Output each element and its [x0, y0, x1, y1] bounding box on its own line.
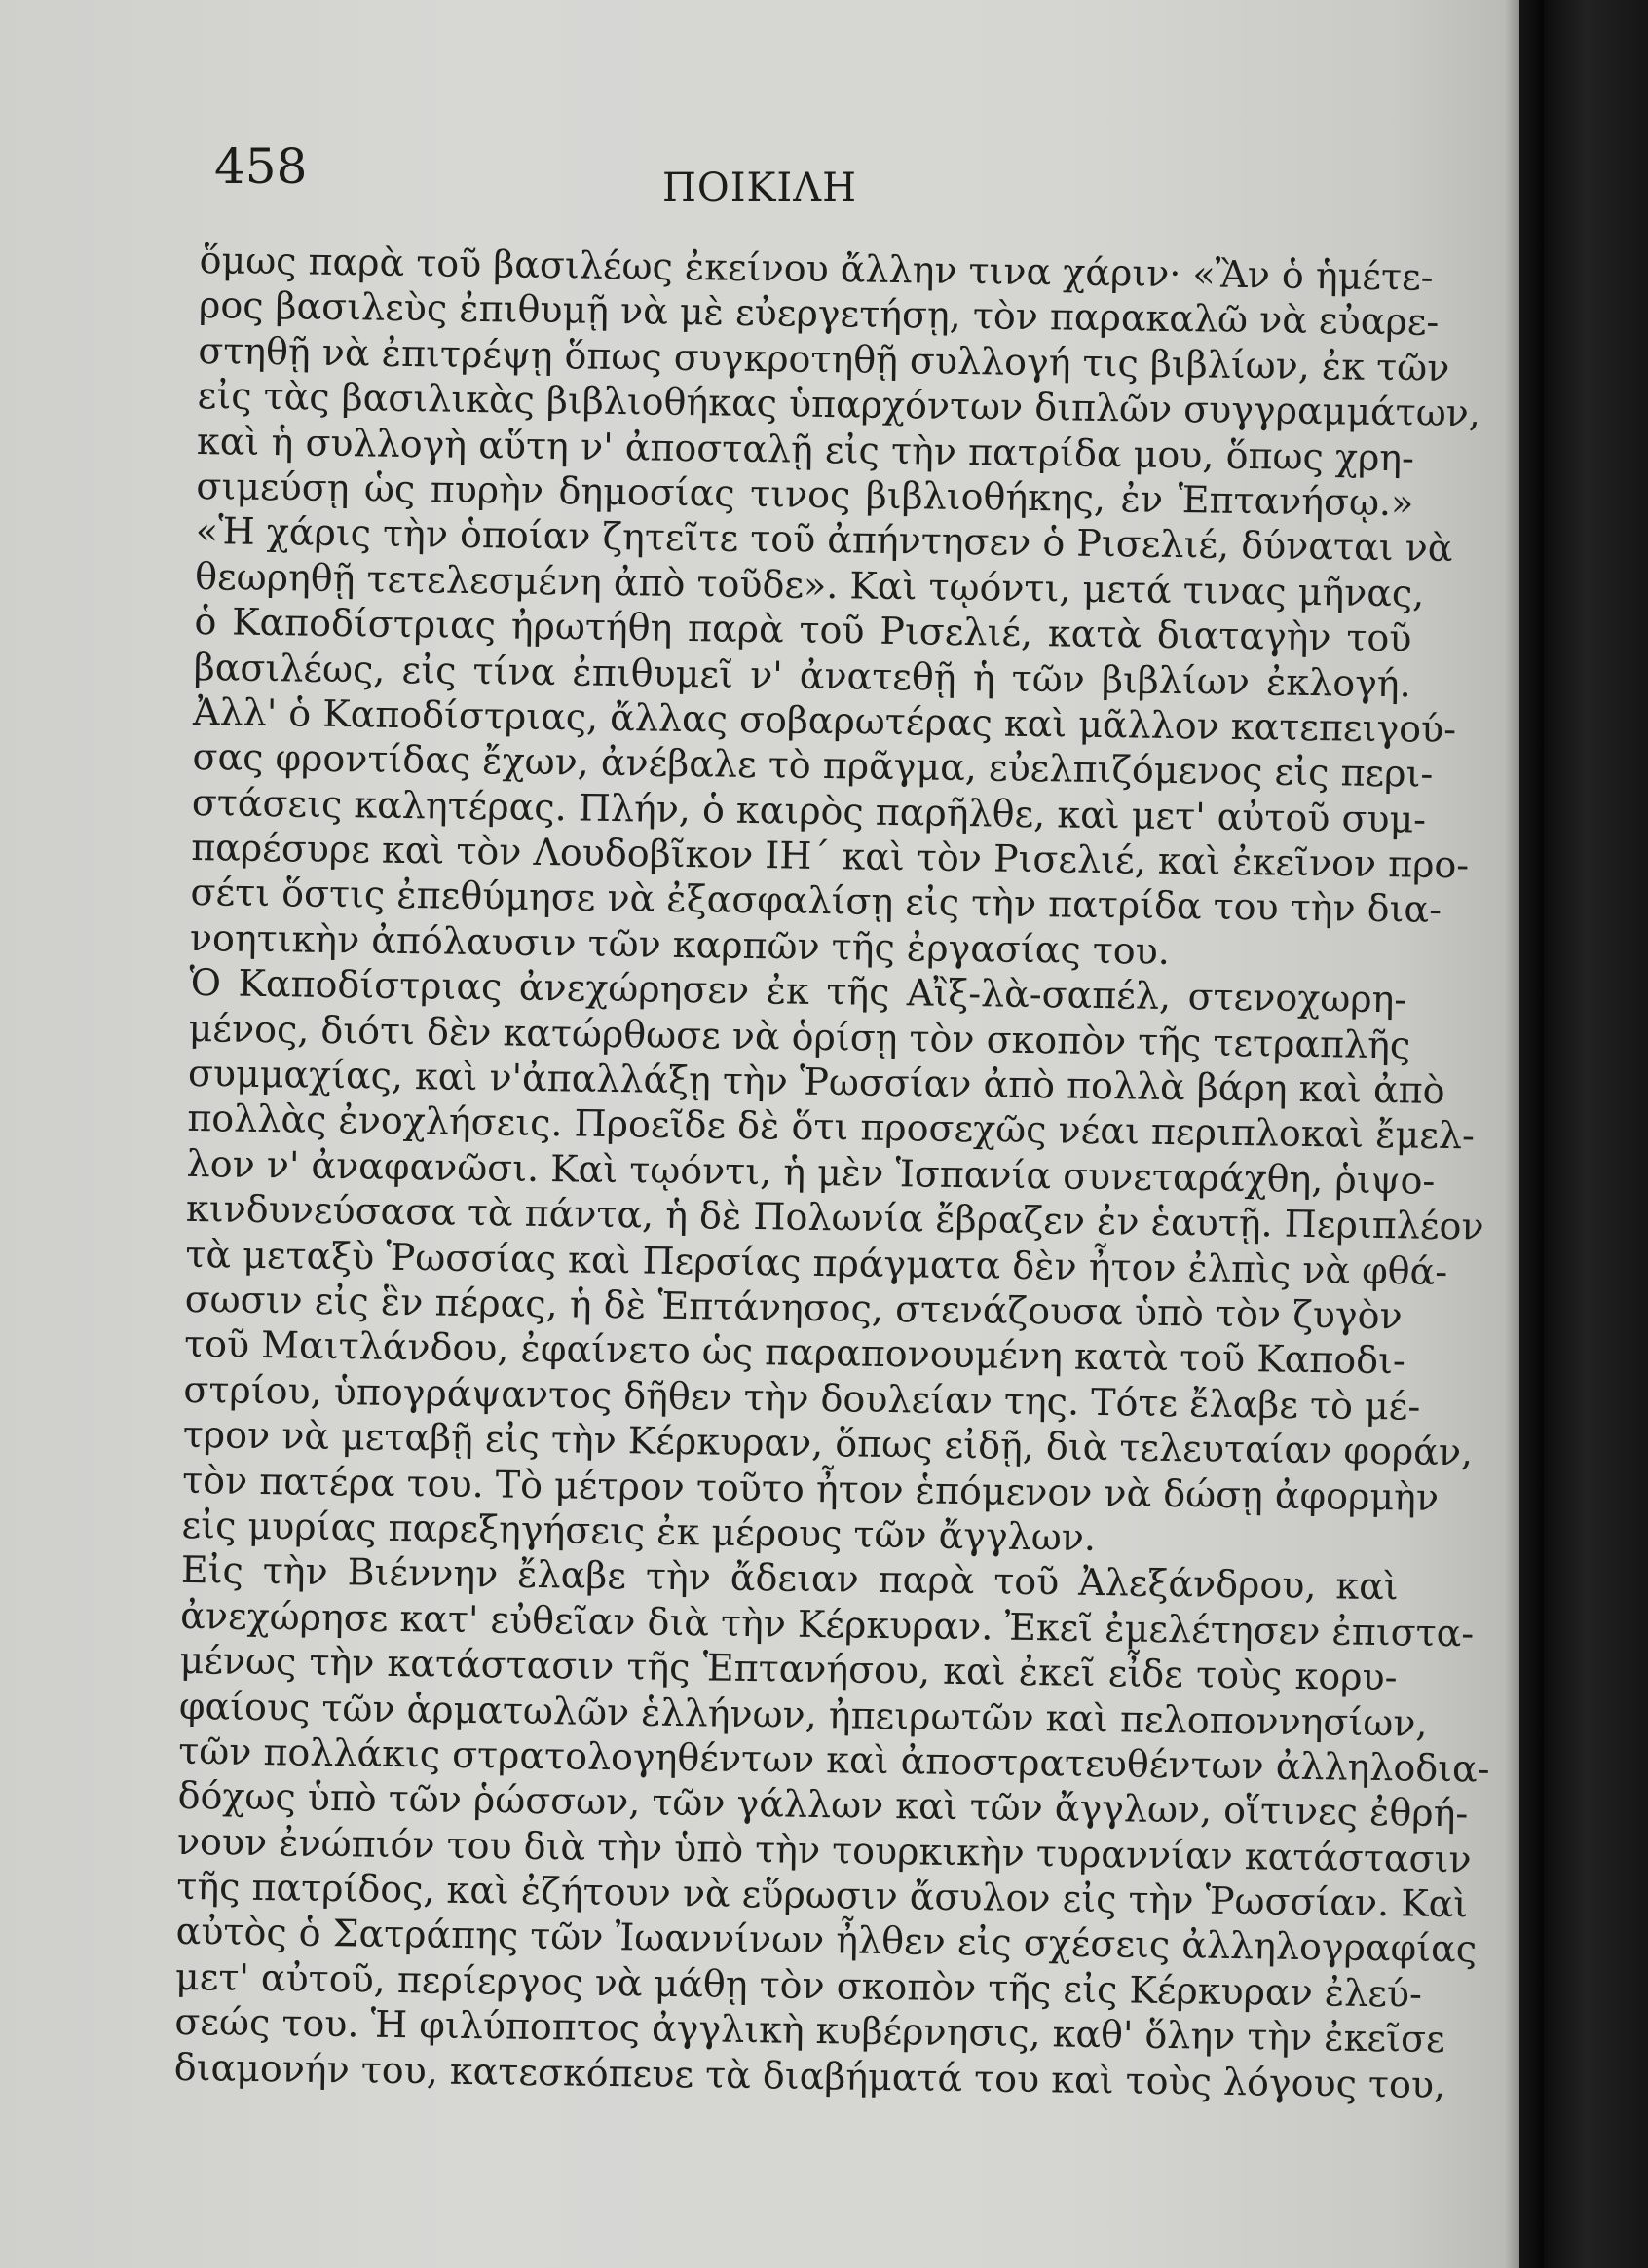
text-line: ρος βασιλεὺς ἐπιθυμῇ νὰ μὲ εὐεργετήσῃ, τὸν παρακαλῶ νὰ εὐαρε-	[198, 283, 1440, 345]
text-line: λον ν' ἀναφανῶσι. Καὶ τῳόντι, ἡ μὲν Ἱσπανία συνεταράχθη, ῥιψο-	[186, 1141, 1436, 1203]
text-line: «Ἡ χάρις τὴν ὁποίαν ζητεῖτε τοῦ ἀπήντησεν ὁ Ρισελιέ, δύναται νὰ	[195, 509, 1453, 571]
text-line: φαίους τῶν ἁρματωλῶν ἑλλήνων, ἠπειρωτῶν καὶ πελοποννησίων,	[178, 1684, 1428, 1745]
text-line: εἰς τὰς βασιλικὰς βιβλιοθήκας ὑπαρχόντων διπλῶν συγγραμμάτων,	[197, 374, 1481, 435]
text-line: σωσιν εἰς ἓν πέρας, ἡ δὲ Ἑπτάνησος, στενάζουσα ὑπὸ τὸν ζυγὸν	[184, 1277, 1403, 1338]
text-line: δόχως ὑπὸ τῶν ῥώσσων, τῶν γάλλων καὶ τῶν ἄγγλων, οἵτινες ἐθρή-	[177, 1774, 1469, 1836]
text-line: μετ' αὐτοῦ, περίεργος νὰ μάθῃ τὸν σκοπὸν τῆς εἰς Κέρκυραν ἐλεύ-	[174, 1954, 1423, 2016]
text-line: Εἰς τὴν Βιέννην ἔλαβε τὴν ἄδειαν παρὰ τοῦ Ἀλεξάνδρου, καὶ	[180, 1548, 1400, 1609]
body-text	[173, 238, 1490, 2106]
book-edge	[1544, 0, 1648, 2268]
text-line: συμμαχίας, καὶ ν'ἀπαλλάξῃ τὴν Ῥωσσίαν ἀπὸ πολλὰ βάρη καὶ ἀπὸ	[187, 1051, 1445, 1112]
text-line: καὶ ἡ συλλογὴ αὕτη ν' ἀποσταλῇ εἰς τὴν πατρίδα μου, ὅπως χρη-	[196, 419, 1415, 479]
text-line: βασιλέως, εἰς τίνα ἐπιθυμεῖ ν' ἀνατεθῇ ἡ τῶν βιβλίων ἐκλογή.	[193, 645, 1412, 705]
text-line: τοῦ Μαιτλάνδου, ἐφαίνετο ὡς παραπονουμένη κατὰ τοῦ Καποδι-	[183, 1322, 1406, 1383]
text-line: Ἀλλ' ὁ Καποδίστριας, ἄλλας σοβαρωτέρας καὶ μᾶλλον κατεπειγού-	[192, 689, 1457, 751]
text-line: σέτι ὅστις ἐπεθύμησε νὰ ἐξασφαλίσῃ εἰς τὴν πατρίδα του τὴν δια-	[190, 871, 1442, 932]
text-line: σας φροντίδας ἔχων, ἀνέβαλε τὸ πρᾶγμα, εὐελπιζόμενος εἰς περι-	[192, 735, 1434, 797]
text-line: παρέσυρε καὶ τὸν Λουδοβῖκον ΙΗ΄ καὶ τὸν Ρισελιέ, καὶ ἐκεῖνον προ-	[190, 826, 1470, 887]
text-line: μένως τὴν κατάστασιν τῆς Ἑπτανήσου, καὶ ἐκεῖ εἶδε τοὺς κορυ-	[179, 1638, 1398, 1699]
text-line: τρον νὰ μεταβῇ εἰς τὴν Κέρκυραν, ὅπως εἰδῇ, διὰ τελευταίαν φοράν,	[182, 1413, 1474, 1474]
text-line: νοητικὴν ἀπόλαυσιν τῶν καρπῶν τῆς ἐργασίας του.	[189, 915, 1171, 973]
text-line: διαμονήν του, κατεσκόπευε τὰ διαβήματά του καὶ τοὺς λόγους του,	[173, 2045, 1446, 2106]
text-line: θεωρηθῇ τετελεσμένη ἀπὸ τοῦδε». Καὶ τῳόντι, μετά τινας μῆνας,	[194, 554, 1425, 615]
book-gutter-shadow	[1505, 0, 1544, 2268]
text-line: στάσεις καλητέρας. Πλήν, ὁ καιρὸς παρῆλθε, καὶ μετ' αὐτοῦ συμ-	[191, 780, 1427, 841]
text-line: μένος, διότι δὲν κατώρθωσε νὰ ὁρίσῃ τὸν σκοπὸν τῆς τετραπλῆς	[188, 1006, 1411, 1067]
page-number: 458	[214, 138, 308, 195]
text-line: τῆς πατρίδος, καὶ ἐζήτουν νὰ εὕρωσιν ἄσυλον εἰς τὴν Ῥωσσίαν. Καὶ	[176, 1864, 1469, 1926]
text-line: τὰ μεταξὺ Ῥωσσίας καὶ Περσίας πράγματα δὲν ἦτον ἐλπὶς νὰ φθά-	[185, 1232, 1448, 1293]
text-line: σεώς του. Ἡ φιλύποπτος ἀγγλικὴ κυβέρνησις, καθ' ὅλην τὴν ἐκεῖσε	[174, 2000, 1446, 2062]
text-line: σιμεύσῃ ὡς πυρὴν δημοσίας τινος βιβλιοθήκης, ἐν Ἑπτανήσῳ.»	[196, 464, 1414, 525]
text-line: κινδυνεύσασα τὰ πάντα, ἡ δὲ Πολωνία ἔβραζεν ἐν ἑαυτῇ. Περιπλέον	[185, 1187, 1484, 1248]
text-line: πολλὰς ἐνοχλήσεις. Προεῖδε δὲ ὅτι προσεχῶς νέαι περιπλοκαὶ ἔμελ-	[187, 1097, 1476, 1158]
text-line: εἰς μυρίας παρεξηγήσεις ἐκ μέρους τῶν ἄγγλων.	[181, 1503, 1097, 1559]
text-line: ὅμως παρὰ τοῦ βασιλέως ἐκείνου ἄλλην τινα χάριν· «Ἂν ὁ ἡμέτε-	[199, 238, 1434, 299]
text-line: στηθῇ νὰ ἐπιτρέψῃ ὅπως συγκροτηθῇ συλλογή τις βιβλίων, ἐκ τῶν	[198, 328, 1450, 390]
text-line: ἀνεχώρησε κατ' εὐθεῖαν διὰ τὴν Κέρκυραν. Ἐκεῖ ἐμελέτησεν ἐπιστα-	[179, 1593, 1475, 1655]
text-line: Ὁ Καποδίστριας ἀνεχώρησεν ἐκ τῆς Αἲξ-λὰ-σαπέλ, στενοχωρη-	[189, 961, 1407, 1022]
text-line: ὁ Καποδίστριας ἠρωτήθη παρὰ τοῦ Ρισελιέ, κατὰ διαταγὴν τοῦ	[194, 600, 1412, 660]
text-line: στρίου, ὑπογράψαντος δῆθεν τὴν δουλείαν της. Τότε ἔλαβε τὸ μέ-	[183, 1367, 1421, 1429]
text-line: νουν ἐνώπιόν του διὰ τὴν ὑπὸ τὴν τουρκικὴν τυραννίαν κατάστασιν	[176, 1819, 1472, 1881]
running-head: ΠΟΙΚΙΛΗ	[662, 166, 857, 210]
text-line: αὐτὸς ὁ Σατράπης τῶν Ἰωαννίνων ἦλθεν εἰς σχέσεις ἀλληλογραφίας	[175, 1910, 1478, 1971]
text-line: τῶν πολλάκις στρατολογηθέντων καὶ ἀποστρατευθέντων ἀλληλοδια-	[177, 1729, 1490, 1791]
text-line: τὸν πατέρα του. Τὸ μέτρον τοῦτο ἦτον ἑπόμενον νὰ δώσῃ ἀφορμὴν	[181, 1458, 1440, 1519]
